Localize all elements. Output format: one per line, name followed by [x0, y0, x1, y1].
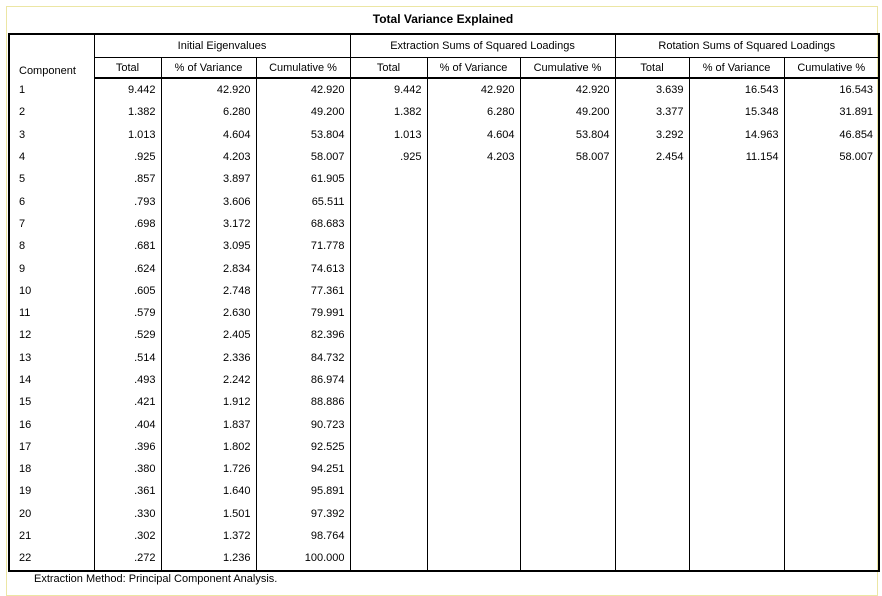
- cell-rotation-cumulative: [784, 547, 879, 570]
- cell-initial-total: .698: [94, 213, 161, 235]
- cell-rotation-pct-variance: [689, 324, 784, 346]
- header-initial-eigenvalues: Initial Eigenvalues: [94, 34, 350, 58]
- cell-rotation-total: [615, 391, 689, 413]
- cell-initial-cumulative: 90.723: [256, 413, 350, 435]
- table-row: [9, 413, 879, 435]
- cell-extraction-total: 1.013: [350, 124, 427, 146]
- cell-rotation-pct-variance: [689, 302, 784, 324]
- table-row: [9, 480, 879, 502]
- table-row: [9, 503, 879, 525]
- cell-extraction-pct-variance: [427, 347, 520, 369]
- cell-initial-pct-variance: 3.897: [161, 168, 256, 190]
- header-rotation-cumulative: Cumulative %: [784, 58, 879, 79]
- cell-rotation-pct-variance: [689, 547, 784, 570]
- table-row: [9, 190, 879, 212]
- cell-extraction-cumulative: 53.804: [520, 124, 615, 146]
- cell-extraction-total: [350, 235, 427, 257]
- table-row: [9, 78, 879, 101]
- cell-extraction-total: [350, 547, 427, 570]
- table-row: [9, 391, 879, 413]
- cell-rotation-pct-variance: 14.963: [689, 124, 784, 146]
- cell-rotation-cumulative: 16.543: [784, 78, 879, 101]
- cell-rotation-total: [615, 280, 689, 302]
- cell-extraction-total: [350, 503, 427, 525]
- cell-extraction-pct-variance: [427, 190, 520, 212]
- cell-rotation-total: [615, 213, 689, 235]
- cell-initial-total: .396: [94, 436, 161, 458]
- cell-initial-pct-variance: 42.920: [161, 78, 256, 101]
- header-initial-pct-variance: % of Variance: [161, 58, 256, 79]
- cell-initial-cumulative: 79.991: [256, 302, 350, 324]
- cell-initial-cumulative: 82.396: [256, 324, 350, 346]
- cell-extraction-cumulative: [520, 302, 615, 324]
- cell-initial-cumulative: 88.886: [256, 391, 350, 413]
- cell-initial-total: 1.013: [94, 124, 161, 146]
- footnote: Extraction Method: Principal Component Analysis.: [34, 573, 278, 585]
- cell-rotation-pct-variance: [689, 413, 784, 435]
- cell-extraction-pct-variance: [427, 257, 520, 279]
- cell-component: 21: [9, 525, 94, 547]
- cell-initial-total: .272: [94, 547, 161, 570]
- cell-initial-total: .624: [94, 257, 161, 279]
- cell-rotation-total: [615, 436, 689, 458]
- cell-initial-cumulative: 68.683: [256, 213, 350, 235]
- cell-initial-cumulative: 42.920: [256, 78, 350, 101]
- cell-extraction-pct-variance: [427, 391, 520, 413]
- cell-initial-cumulative: 77.361: [256, 280, 350, 302]
- cell-rotation-pct-variance: [689, 190, 784, 212]
- cell-rotation-total: [615, 257, 689, 279]
- cell-rotation-cumulative: [784, 436, 879, 458]
- cell-extraction-pct-variance: [427, 235, 520, 257]
- cell-initial-pct-variance: 4.203: [161, 146, 256, 168]
- cell-extraction-cumulative: [520, 391, 615, 413]
- cell-initial-cumulative: 92.525: [256, 436, 350, 458]
- cell-rotation-total: [615, 525, 689, 547]
- cell-initial-cumulative: 53.804: [256, 124, 350, 146]
- total-variance-table: [8, 33, 880, 572]
- cell-rotation-pct-variance: [689, 257, 784, 279]
- cell-rotation-cumulative: [784, 280, 879, 302]
- cell-initial-cumulative: 94.251: [256, 458, 350, 480]
- cell-extraction-cumulative: [520, 324, 615, 346]
- cell-rotation-pct-variance: 15.348: [689, 101, 784, 123]
- cell-rotation-pct-variance: [689, 369, 784, 391]
- cell-initial-total: .579: [94, 302, 161, 324]
- cell-component: 5: [9, 168, 94, 190]
- cell-extraction-pct-variance: [427, 213, 520, 235]
- cell-initial-cumulative: 71.778: [256, 235, 350, 257]
- cell-extraction-pct-variance: [427, 503, 520, 525]
- cell-rotation-pct-variance: [689, 391, 784, 413]
- cell-extraction-pct-variance: [427, 458, 520, 480]
- table-row: [9, 280, 879, 302]
- cell-initial-total: .380: [94, 458, 161, 480]
- cell-extraction-total: [350, 190, 427, 212]
- cell-component: 15: [9, 391, 94, 413]
- cell-rotation-cumulative: [784, 391, 879, 413]
- table-row: [9, 458, 879, 480]
- cell-component: 4: [9, 146, 94, 168]
- cell-component: 22: [9, 547, 94, 570]
- cell-initial-pct-variance: 2.336: [161, 347, 256, 369]
- cell-rotation-total: [615, 503, 689, 525]
- cell-rotation-total: [615, 235, 689, 257]
- cell-extraction-total: [350, 347, 427, 369]
- cell-extraction-pct-variance: [427, 480, 520, 502]
- cell-rotation-cumulative: [784, 302, 879, 324]
- cell-initial-total: .857: [94, 168, 161, 190]
- table-row: [9, 525, 879, 547]
- cell-rotation-pct-variance: [689, 458, 784, 480]
- cell-rotation-cumulative: [784, 458, 879, 480]
- cell-rotation-cumulative: [784, 190, 879, 212]
- cell-rotation-pct-variance: [689, 213, 784, 235]
- cell-rotation-total: [615, 168, 689, 190]
- cell-extraction-total: [350, 257, 427, 279]
- cell-rotation-pct-variance: [689, 235, 784, 257]
- cell-extraction-cumulative: [520, 347, 615, 369]
- cell-rotation-pct-variance: [689, 436, 784, 458]
- cell-component: 3: [9, 124, 94, 146]
- cell-extraction-total: [350, 413, 427, 435]
- cell-rotation-total: [615, 458, 689, 480]
- cell-extraction-cumulative: [520, 436, 615, 458]
- cell-extraction-total: [350, 324, 427, 346]
- cell-initial-total: .493: [94, 369, 161, 391]
- cell-initial-total: .361: [94, 480, 161, 502]
- cell-rotation-total: [615, 190, 689, 212]
- table-row: [9, 324, 879, 346]
- header-initial-total: Total: [94, 58, 161, 79]
- cell-initial-pct-variance: 3.172: [161, 213, 256, 235]
- cell-rotation-pct-variance: [689, 503, 784, 525]
- cell-extraction-pct-variance: [427, 525, 520, 547]
- cell-rotation-total: [615, 324, 689, 346]
- cell-extraction-cumulative: 42.920: [520, 78, 615, 101]
- cell-rotation-total: [615, 547, 689, 570]
- cell-initial-cumulative: 84.732: [256, 347, 350, 369]
- cell-initial-pct-variance: 1.236: [161, 547, 256, 570]
- cell-component: 6: [9, 190, 94, 212]
- cell-initial-total: .421: [94, 391, 161, 413]
- cell-initial-cumulative: 58.007: [256, 146, 350, 168]
- cell-extraction-pct-variance: [427, 280, 520, 302]
- header-rotation-pct-variance: % of Variance: [689, 58, 784, 79]
- cell-initial-total: .404: [94, 413, 161, 435]
- table-row: [9, 213, 879, 235]
- cell-extraction-total: [350, 525, 427, 547]
- cell-initial-total: .330: [94, 503, 161, 525]
- cell-extraction-total: [350, 369, 427, 391]
- cell-extraction-pct-variance: [427, 324, 520, 346]
- cell-initial-total: .605: [94, 280, 161, 302]
- cell-rotation-cumulative: [784, 235, 879, 257]
- cell-initial-pct-variance: 1.837: [161, 413, 256, 435]
- cell-initial-total: .514: [94, 347, 161, 369]
- cell-initial-cumulative: 49.200: [256, 101, 350, 123]
- cell-rotation-cumulative: [784, 213, 879, 235]
- cell-extraction-cumulative: [520, 190, 615, 212]
- cell-extraction-pct-variance: [427, 168, 520, 190]
- cell-component: 16: [9, 413, 94, 435]
- cell-rotation-cumulative: [784, 503, 879, 525]
- header-extraction-cumulative: Cumulative %: [520, 58, 615, 79]
- cell-rotation-total: [615, 480, 689, 502]
- cell-extraction-cumulative: [520, 369, 615, 391]
- cell-extraction-cumulative: [520, 168, 615, 190]
- cell-initial-pct-variance: 3.095: [161, 235, 256, 257]
- cell-component: 8: [9, 235, 94, 257]
- cell-component: 2: [9, 101, 94, 123]
- cell-rotation-cumulative: [784, 413, 879, 435]
- cell-initial-pct-variance: 1.640: [161, 480, 256, 502]
- cell-initial-pct-variance: 6.280: [161, 101, 256, 123]
- cell-extraction-total: [350, 458, 427, 480]
- cell-component: 9: [9, 257, 94, 279]
- cell-component: 17: [9, 436, 94, 458]
- cell-rotation-pct-variance: 11.154: [689, 146, 784, 168]
- cell-initial-pct-variance: 2.405: [161, 324, 256, 346]
- cell-component: 1: [9, 78, 94, 101]
- cell-initial-cumulative: 65.511: [256, 190, 350, 212]
- cell-extraction-total: 1.382: [350, 101, 427, 123]
- cell-rotation-cumulative: [784, 347, 879, 369]
- cell-rotation-total: [615, 369, 689, 391]
- cell-initial-pct-variance: 3.606: [161, 190, 256, 212]
- cell-component: 18: [9, 458, 94, 480]
- cell-component: 19: [9, 480, 94, 502]
- cell-component: 10: [9, 280, 94, 302]
- cell-extraction-pct-variance: 6.280: [427, 101, 520, 123]
- cell-initial-total: 9.442: [94, 78, 161, 101]
- cell-initial-total: .529: [94, 324, 161, 346]
- cell-extraction-cumulative: [520, 257, 615, 279]
- cell-extraction-pct-variance: [427, 436, 520, 458]
- table-row: [9, 146, 879, 168]
- table-row: [9, 369, 879, 391]
- cell-extraction-pct-variance: [427, 547, 520, 570]
- cell-rotation-total: [615, 302, 689, 324]
- cell-initial-pct-variance: 4.604: [161, 124, 256, 146]
- cell-extraction-cumulative: [520, 235, 615, 257]
- cell-extraction-cumulative: 49.200: [520, 101, 615, 123]
- table-row: [9, 347, 879, 369]
- cell-initial-cumulative: 61.905: [256, 168, 350, 190]
- cell-rotation-pct-variance: [689, 347, 784, 369]
- cell-rotation-pct-variance: [689, 525, 784, 547]
- cell-rotation-total: 3.639: [615, 78, 689, 101]
- cell-extraction-total: 9.442: [350, 78, 427, 101]
- cell-component: 12: [9, 324, 94, 346]
- cell-extraction-cumulative: [520, 547, 615, 570]
- cell-initial-total: .681: [94, 235, 161, 257]
- cell-extraction-total: .925: [350, 146, 427, 168]
- cell-initial-cumulative: 97.392: [256, 503, 350, 525]
- cell-extraction-pct-variance: 4.203: [427, 146, 520, 168]
- cell-rotation-cumulative: 31.891: [784, 101, 879, 123]
- cell-component: 7: [9, 213, 94, 235]
- cell-extraction-total: [350, 280, 427, 302]
- header-extraction-sums: Extraction Sums of Squared Loadings: [350, 34, 615, 58]
- cell-rotation-cumulative: [784, 480, 879, 502]
- header-initial-cumulative: Cumulative %: [256, 58, 350, 79]
- cell-initial-cumulative: 98.764: [256, 525, 350, 547]
- cell-initial-cumulative: 100.000: [256, 547, 350, 570]
- cell-extraction-pct-variance: 4.604: [427, 124, 520, 146]
- cell-extraction-cumulative: [520, 280, 615, 302]
- cell-rotation-cumulative: [784, 257, 879, 279]
- table-row: [9, 302, 879, 324]
- cell-extraction-cumulative: [520, 458, 615, 480]
- cell-rotation-cumulative: 46.854: [784, 124, 879, 146]
- cell-extraction-cumulative: [520, 413, 615, 435]
- cell-rotation-cumulative: 58.007: [784, 146, 879, 168]
- cell-extraction-total: [350, 436, 427, 458]
- cell-rotation-total: 3.377: [615, 101, 689, 123]
- cell-rotation-cumulative: [784, 324, 879, 346]
- cell-rotation-pct-variance: [689, 280, 784, 302]
- cell-extraction-total: [350, 213, 427, 235]
- cell-initial-pct-variance: 1.726: [161, 458, 256, 480]
- cell-rotation-total: 3.292: [615, 124, 689, 146]
- cell-extraction-total: [350, 302, 427, 324]
- cell-rotation-total: 2.454: [615, 146, 689, 168]
- cell-initial-pct-variance: 1.372: [161, 525, 256, 547]
- cell-initial-total: .302: [94, 525, 161, 547]
- cell-initial-cumulative: 74.613: [256, 257, 350, 279]
- cell-initial-cumulative: 95.891: [256, 480, 350, 502]
- cell-rotation-total: [615, 347, 689, 369]
- table-row: [9, 168, 879, 190]
- cell-extraction-cumulative: [520, 503, 615, 525]
- table-row: [9, 101, 879, 123]
- cell-rotation-cumulative: [784, 168, 879, 190]
- cell-extraction-pct-variance: [427, 413, 520, 435]
- cell-rotation-pct-variance: [689, 480, 784, 502]
- cell-rotation-pct-variance: 16.543: [689, 78, 784, 101]
- table-row: [9, 235, 879, 257]
- table-title: Total Variance Explained: [372, 12, 514, 26]
- header-component: Component: [9, 34, 94, 78]
- cell-initial-cumulative: 86.974: [256, 369, 350, 391]
- cell-initial-pct-variance: 1.501: [161, 503, 256, 525]
- cell-rotation-cumulative: [784, 369, 879, 391]
- cell-initial-pct-variance: 2.748: [161, 280, 256, 302]
- header-extraction-total: Total: [350, 58, 427, 79]
- cell-component: 14: [9, 369, 94, 391]
- cell-initial-pct-variance: 2.630: [161, 302, 256, 324]
- cell-initial-total: 1.382: [94, 101, 161, 123]
- cell-extraction-total: [350, 391, 427, 413]
- table-row: [9, 547, 879, 570]
- cell-extraction-total: [350, 168, 427, 190]
- cell-extraction-cumulative: [520, 480, 615, 502]
- cell-rotation-cumulative: [784, 525, 879, 547]
- cell-initial-total: .793: [94, 190, 161, 212]
- cell-extraction-pct-variance: [427, 369, 520, 391]
- cell-rotation-pct-variance: [689, 168, 784, 190]
- table-row: [9, 257, 879, 279]
- cell-initial-pct-variance: 2.242: [161, 369, 256, 391]
- cell-initial-pct-variance: 2.834: [161, 257, 256, 279]
- cell-extraction-cumulative: 58.007: [520, 146, 615, 168]
- cell-extraction-pct-variance: 42.920: [427, 78, 520, 101]
- cell-extraction-total: [350, 480, 427, 502]
- cell-extraction-cumulative: [520, 213, 615, 235]
- cell-component: 20: [9, 503, 94, 525]
- cell-rotation-total: [615, 413, 689, 435]
- cell-initial-total: .925: [94, 146, 161, 168]
- header-rotation-total: Total: [615, 58, 689, 79]
- cell-component: 11: [9, 302, 94, 324]
- header-extraction-pct-variance: % of Variance: [427, 58, 520, 79]
- table-row: [9, 436, 879, 458]
- cell-initial-pct-variance: 1.912: [161, 391, 256, 413]
- header-rotation-sums: Rotation Sums of Squared Loadings: [615, 34, 879, 58]
- table-row: [9, 124, 879, 146]
- cell-component: 13: [9, 347, 94, 369]
- cell-extraction-cumulative: [520, 525, 615, 547]
- cell-extraction-pct-variance: [427, 302, 520, 324]
- cell-initial-pct-variance: 1.802: [161, 436, 256, 458]
